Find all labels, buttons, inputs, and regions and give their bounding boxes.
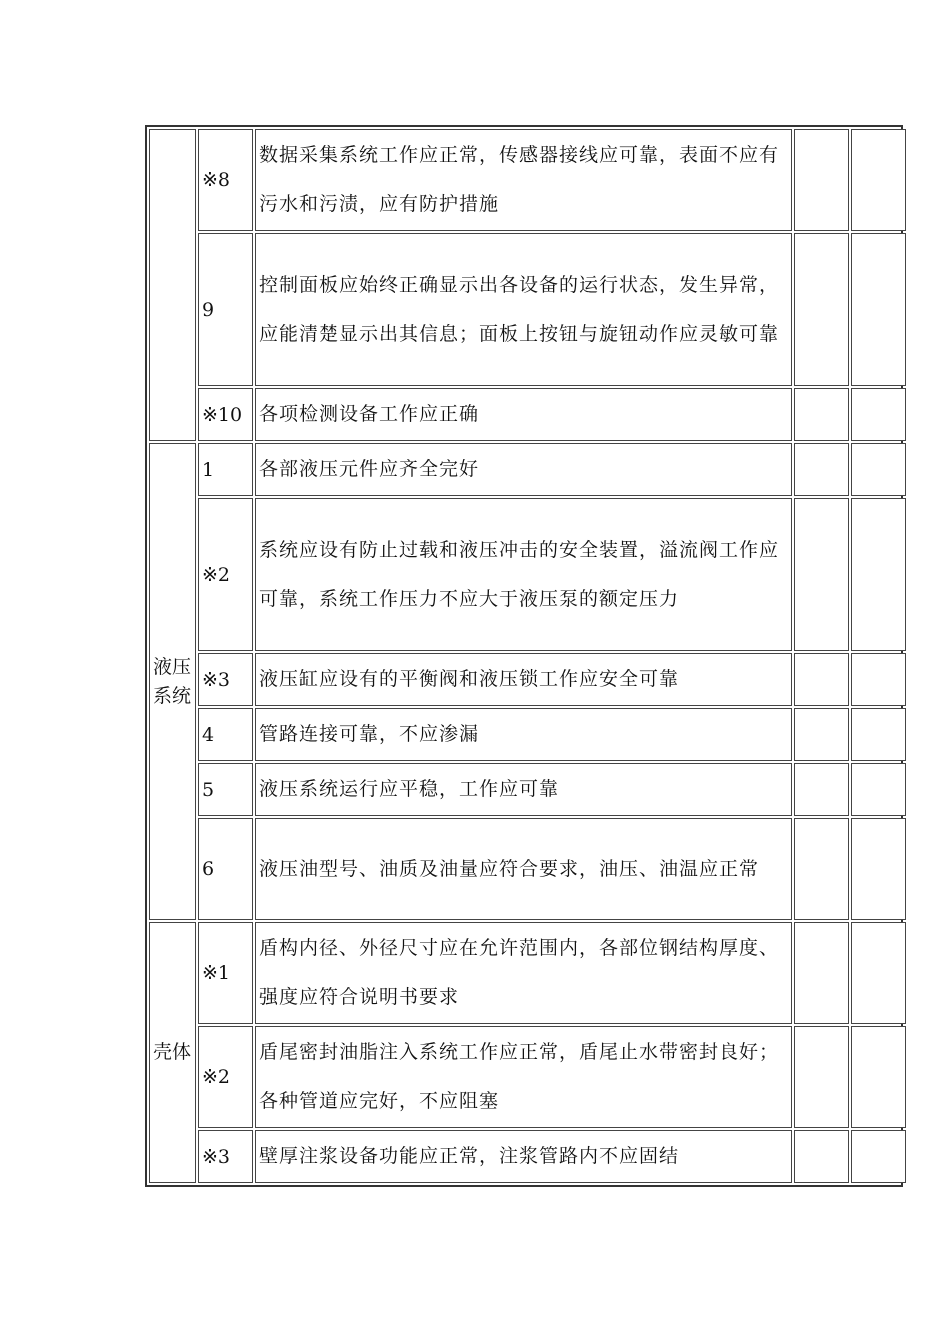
- remark-cell[interactable]: [851, 922, 906, 1024]
- inspection-table-frame: [145, 125, 903, 1187]
- table-row: [149, 388, 906, 441]
- table-row: [149, 763, 906, 816]
- remark-cell[interactable]: [851, 388, 906, 441]
- item-requirement: 各项检测设备工作应正确: [255, 388, 792, 441]
- item-number: 4: [198, 708, 253, 761]
- item-requirement: 液压系统运行应平稳，工作应可靠: [255, 763, 792, 816]
- item-number: ※1: [198, 922, 253, 1024]
- result-cell[interactable]: [794, 653, 849, 706]
- item-number: ※2: [198, 1026, 253, 1128]
- item-number: 5: [198, 763, 253, 816]
- group-cell-shell: 壳体: [149, 922, 196, 1183]
- table-row: [149, 129, 906, 231]
- item-number: ※3: [198, 1130, 253, 1183]
- group-cell-hydraulic-system: 液压系统: [149, 443, 196, 920]
- remark-cell[interactable]: [851, 818, 906, 920]
- item-requirement: 盾尾密封油脂注入系统工作应正常，盾尾止水带密封良好；各种管道应完好，不应阻塞: [255, 1026, 792, 1128]
- result-cell[interactable]: [794, 1026, 849, 1128]
- table-row: [149, 922, 906, 1024]
- result-cell[interactable]: [794, 388, 849, 441]
- remark-cell[interactable]: [851, 1130, 906, 1183]
- item-number: ※2: [198, 498, 253, 651]
- table-row: [149, 498, 906, 651]
- group-cell: [149, 129, 196, 441]
- result-cell[interactable]: [794, 818, 849, 920]
- remark-cell[interactable]: [851, 233, 906, 386]
- table-row: [149, 1026, 906, 1128]
- inspection-checklist-table: [147, 127, 908, 1185]
- result-cell[interactable]: [794, 708, 849, 761]
- result-cell[interactable]: [794, 922, 849, 1024]
- item-number: ※10: [198, 388, 253, 441]
- remark-cell[interactable]: [851, 498, 906, 651]
- table-row: [149, 708, 906, 761]
- item-number: 6: [198, 818, 253, 920]
- item-requirement: 系统应设有防止过载和液压冲击的安全装置，溢流阀工作应可靠，系统工作压力不应大于液压泵的额定压力: [255, 498, 792, 651]
- item-requirement: 盾构内径、外径尺寸应在允许范围内，各部位钢结构厚度、强度应符合说明书要求: [255, 922, 792, 1024]
- result-cell[interactable]: [794, 763, 849, 816]
- table-row: [149, 818, 906, 920]
- item-requirement: 液压油型号、油质及油量应符合要求，油压、油温应正常: [255, 818, 792, 920]
- remark-cell[interactable]: [851, 1026, 906, 1128]
- remark-cell[interactable]: [851, 443, 906, 496]
- item-number: ※3: [198, 653, 253, 706]
- result-cell[interactable]: [794, 233, 849, 386]
- item-requirement: 各部液压元件应齐全完好: [255, 443, 792, 496]
- item-requirement: 数据采集系统工作应正常，传感器接线应可靠，表面不应有污水和污渍，应有防护措施: [255, 129, 792, 231]
- item-requirement: 液压缸应设有的平衡阀和液压锁工作应安全可靠: [255, 653, 792, 706]
- result-cell[interactable]: [794, 129, 849, 231]
- table-row: [149, 653, 906, 706]
- remark-cell[interactable]: [851, 763, 906, 816]
- item-number: 9: [198, 233, 253, 386]
- item-requirement: 管路连接可靠，不应渗漏: [255, 708, 792, 761]
- table-row: [149, 443, 906, 496]
- item-requirement: 壁厚注浆设备功能应正常，注浆管路内不应固结: [255, 1130, 792, 1183]
- item-number: ※8: [198, 129, 253, 231]
- remark-cell[interactable]: [851, 129, 906, 231]
- result-cell[interactable]: [794, 443, 849, 496]
- result-cell[interactable]: [794, 1130, 849, 1183]
- result-cell[interactable]: [794, 498, 849, 651]
- remark-cell[interactable]: [851, 708, 906, 761]
- table-row: [149, 1130, 906, 1183]
- item-number: 1: [198, 443, 253, 496]
- remark-cell[interactable]: [851, 653, 906, 706]
- item-requirement: 控制面板应始终正确显示出各设备的运行状态，发生异常，应能清楚显示出其信息；面板上按钮与旋钮动作应灵敏可靠: [255, 233, 792, 386]
- table-row: [149, 233, 906, 386]
